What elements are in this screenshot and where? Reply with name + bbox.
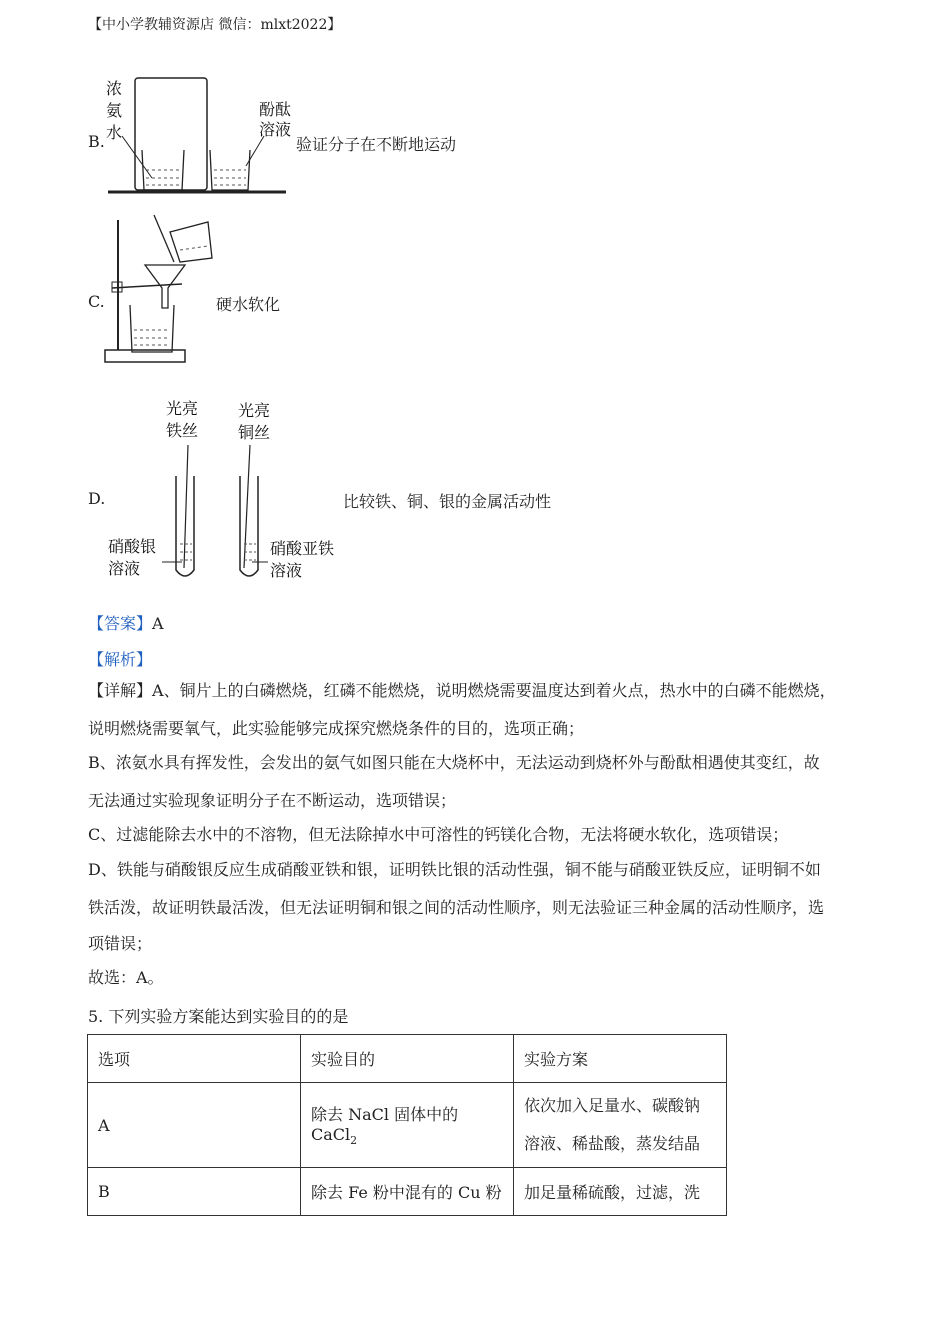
detail-line-2: 说明燃烧需要氧气，此实验能够完成探究燃烧条件的目的，选项正确； bbox=[88, 719, 585, 738]
label-silver-nitrate: 硝酸银 溶液 bbox=[108, 537, 157, 578]
filtration-figure bbox=[100, 210, 220, 370]
label-ferrous-nitrate: 硝酸亚铁 溶液 bbox=[270, 539, 335, 580]
detail-line-4: 无法通过实验现象证明分子在不断运动，选项错误； bbox=[88, 791, 457, 810]
option-d-desc: 比较铁、铜、银的金属活动性 bbox=[343, 492, 552, 511]
detail-line-6: D、铁能与硝酸银反应生成硝酸亚铁和银，证明铁比银的活动性强，铜不能与硝酸亚铁反应，证明铜不如 bbox=[88, 860, 821, 879]
table-header-plan: 实验方案 bbox=[514, 1035, 727, 1083]
option-d-letter: D. bbox=[88, 489, 106, 508]
table-cell-plan: 依次加入足量水、碳酸钠 溶液、稀盐酸，蒸发结晶 bbox=[514, 1083, 727, 1168]
detail-line-7: 铁活泼，故证明铁最活泼，但无法证明铜和银之间的活动性顺序，则无法验证三种金属的活动性顺序，选 bbox=[88, 898, 825, 917]
option-c-letter: C. bbox=[88, 292, 105, 311]
table-header-purpose: 实验目的 bbox=[301, 1035, 514, 1083]
table-cell-purpose: 除去 Fe 粉中混有的 Cu 粉 bbox=[301, 1168, 514, 1216]
detail-tag: 【详解】 bbox=[88, 681, 153, 700]
label-iron-wire: 光亮 铁丝 bbox=[166, 399, 199, 440]
table-header-row bbox=[88, 1035, 727, 1083]
table-cell-purpose: 除去 NaCl 固体中的 CaCl$_2$ bbox=[301, 1083, 514, 1168]
table-row bbox=[88, 1083, 727, 1168]
table-cell-option: B bbox=[88, 1168, 301, 1216]
option-c-desc: 硬水软化 bbox=[216, 295, 281, 314]
detail-line-9: 故选：A。 bbox=[88, 968, 164, 987]
answer-tag: 【答案】 bbox=[88, 614, 153, 633]
question-5-table bbox=[87, 1034, 727, 1216]
table-row bbox=[88, 1168, 727, 1216]
table-cell-option: A bbox=[88, 1083, 301, 1168]
table-cell-plan: 加足量稀硫酸，过滤，洗 bbox=[514, 1168, 727, 1216]
question-5-title: 5. 下列实验方案能达到实验目的的是 bbox=[88, 1007, 349, 1026]
answer-line bbox=[88, 611, 164, 634]
detail-line-1: 【详解】A、铜片上的白磷燃烧，红磷不能燃烧，说明燃烧需要温度达到着火点，热水中的白磷不能燃烧， bbox=[88, 681, 836, 700]
answer-value: A bbox=[152, 614, 164, 633]
option-b-letter: B. bbox=[88, 132, 105, 151]
analysis-tag: 【解析】 bbox=[88, 650, 153, 669]
detail-line-8: 项错误； bbox=[88, 934, 153, 953]
label-ammonia: 浓 氨 水 bbox=[106, 79, 123, 142]
label-phenolphthalein: 酚酞 溶液 bbox=[259, 100, 292, 139]
detail-line-3: B、浓氨水具有挥发性，会发出的氨气如图只能在大烧杯中，无法运动到烧杯外与酚酞相遇使其变红，故 bbox=[88, 753, 820, 772]
option-b-desc: 验证分子在不断地运动 bbox=[296, 135, 457, 154]
table-header-option: 选项 bbox=[88, 1035, 301, 1083]
label-copper-wire: 光亮 铜丝 bbox=[238, 401, 271, 442]
page-header: 【中小学教辅资源店 微信：mlxt2022】 bbox=[88, 17, 342, 33]
detail-line-5: C、过滤能除去水中的不溶物，但无法除掉水中可溶性的钙镁化合物，无法将硬水软化，选项错误； bbox=[88, 825, 789, 844]
